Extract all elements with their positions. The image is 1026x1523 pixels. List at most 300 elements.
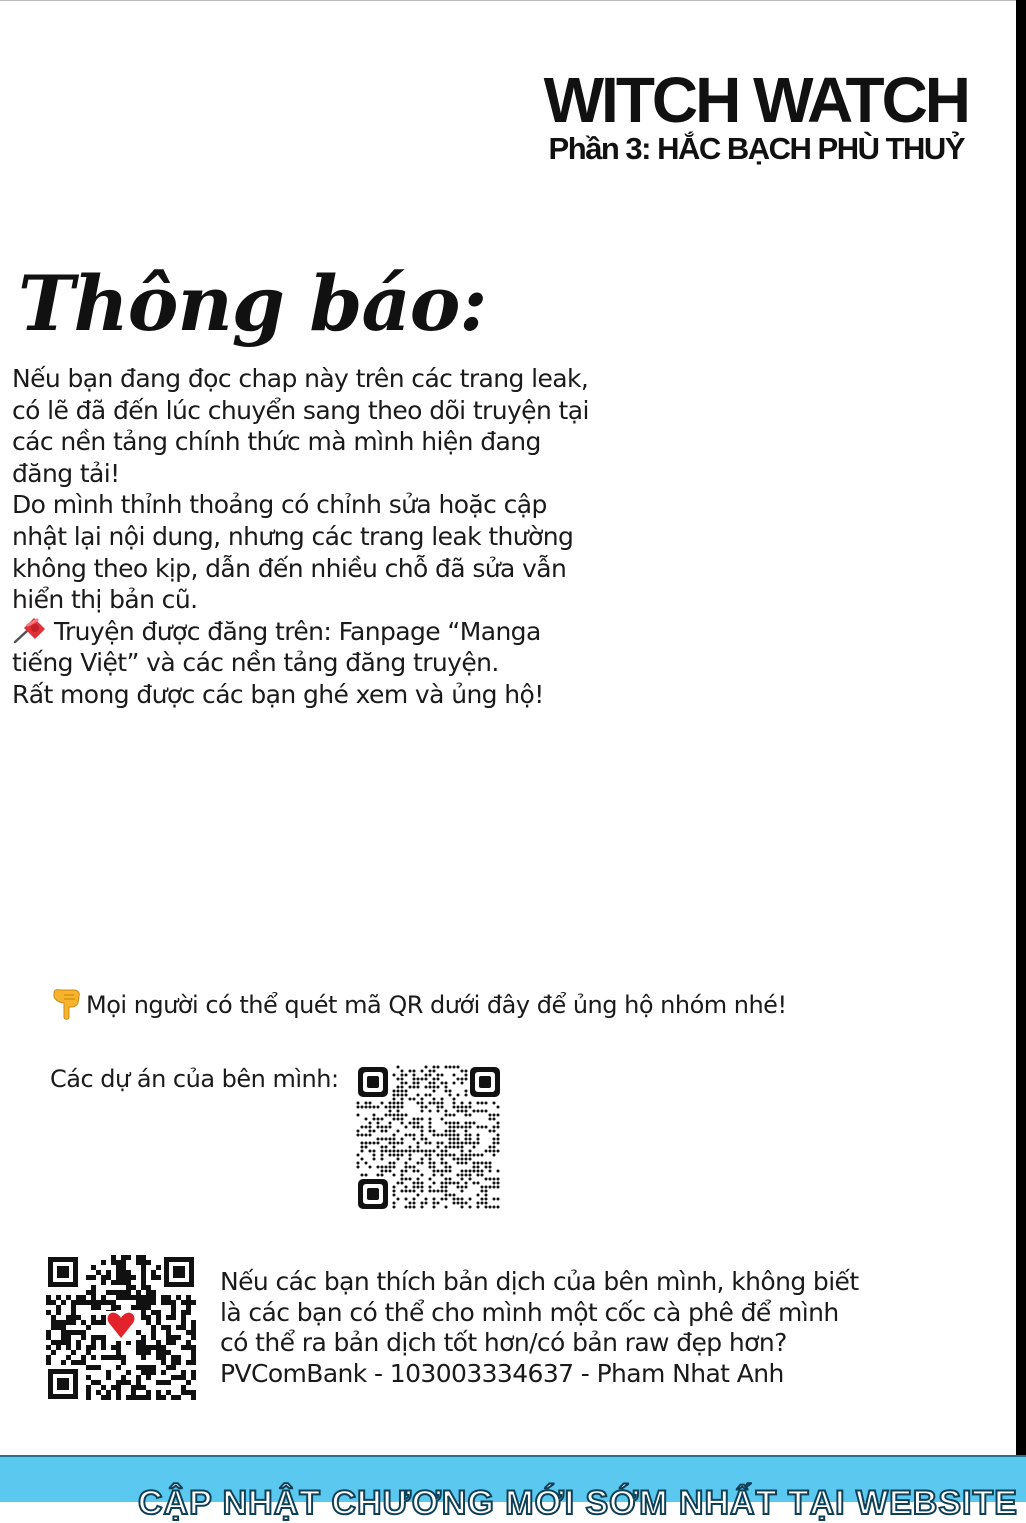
qr-module <box>388 1165 391 1168</box>
qr-module <box>111 1305 116 1310</box>
qr-module <box>472 1161 475 1164</box>
qr-module <box>131 1305 136 1310</box>
qr-module <box>376 1121 379 1124</box>
qr-module <box>146 1365 151 1370</box>
qr-module <box>452 1105 455 1108</box>
qr-module <box>452 1193 455 1196</box>
qr-module <box>181 1370 186 1375</box>
qr-module <box>432 1161 435 1164</box>
qr-module <box>400 1097 403 1100</box>
qr-module <box>146 1320 151 1325</box>
qr-module <box>191 1375 196 1380</box>
qr-module <box>392 1117 395 1120</box>
qr-module <box>380 1137 383 1140</box>
qr-module <box>408 1165 411 1168</box>
qr-module <box>420 1133 423 1136</box>
qr-module <box>440 1105 443 1108</box>
qr-module <box>116 1280 121 1285</box>
qr-module <box>356 1113 359 1116</box>
qr-module <box>472 1153 475 1156</box>
notice-line: Rất mong được các bạn ghé xem và ủng hộ! <box>12 679 544 709</box>
qr-module <box>432 1133 435 1136</box>
qr-module <box>96 1270 101 1275</box>
qr-module <box>412 1181 415 1184</box>
qr-module <box>126 1255 131 1260</box>
qr-module <box>492 1113 495 1116</box>
qr-module <box>416 1193 419 1196</box>
qr-module <box>484 1101 487 1104</box>
qr-module <box>484 1205 487 1208</box>
qr-module <box>452 1073 455 1076</box>
qr-module <box>156 1355 161 1360</box>
qr-module <box>472 1145 475 1148</box>
qr-module <box>464 1069 467 1072</box>
qr-module <box>436 1101 439 1104</box>
qr-module <box>448 1165 451 1168</box>
qr-module <box>468 1101 471 1104</box>
qr-module <box>146 1345 151 1350</box>
qr-module <box>492 1197 495 1200</box>
qr-module <box>468 1137 471 1140</box>
qr-module <box>428 1125 431 1128</box>
qr-module <box>416 1141 419 1144</box>
qr-module <box>396 1105 399 1108</box>
qr-module <box>444 1149 447 1152</box>
qr-module <box>186 1345 191 1350</box>
qr-module <box>151 1325 156 1330</box>
qr-module <box>396 1157 399 1160</box>
qr-module <box>136 1380 141 1385</box>
qr-module <box>444 1129 447 1132</box>
qr-module <box>101 1340 106 1345</box>
qr-module <box>126 1290 131 1295</box>
qr-module <box>171 1340 176 1345</box>
qr-module <box>368 1121 371 1124</box>
projects-qr-code[interactable] <box>356 1065 502 1211</box>
qr-module <box>476 1173 479 1176</box>
qr-module <box>444 1197 447 1200</box>
qr-module <box>388 1105 391 1108</box>
qr-module <box>191 1325 196 1330</box>
qr-module <box>56 1325 61 1330</box>
qr-module <box>141 1310 146 1315</box>
qr-module <box>448 1141 451 1144</box>
qr-module <box>428 1149 431 1152</box>
qr-module <box>146 1390 151 1395</box>
qr-module <box>436 1153 439 1156</box>
qr-module <box>91 1345 96 1350</box>
qr-module <box>408 1133 411 1136</box>
qr-module <box>428 1085 431 1088</box>
qr-module <box>420 1161 423 1164</box>
qr-module <box>452 1157 455 1160</box>
qr-module <box>96 1300 101 1305</box>
qr-module <box>456 1173 459 1176</box>
qr-module <box>440 1073 443 1076</box>
qr-module <box>146 1375 151 1380</box>
qr-module <box>186 1380 191 1385</box>
qr-module <box>444 1169 447 1172</box>
qr-module <box>404 1177 407 1180</box>
qr-module <box>476 1193 479 1196</box>
qr-module <box>131 1285 136 1290</box>
qr-module <box>141 1260 146 1265</box>
pointing-down-hand-icon <box>50 987 84 1021</box>
qr-module <box>376 1141 379 1144</box>
qr-module <box>424 1141 427 1144</box>
qr-module <box>66 1330 71 1335</box>
qr-module <box>448 1169 451 1172</box>
qr-module <box>468 1141 471 1144</box>
qr-module <box>408 1205 411 1208</box>
qr-module <box>472 1121 475 1124</box>
qr-module <box>456 1141 459 1144</box>
qr-module <box>484 1165 487 1168</box>
qr-module <box>151 1300 156 1305</box>
qr-module <box>392 1205 395 1208</box>
qr-module <box>91 1295 96 1300</box>
qr-module <box>476 1181 479 1184</box>
qr-module <box>428 1069 431 1072</box>
qr-module <box>464 1173 467 1176</box>
qr-module <box>468 1105 471 1108</box>
bank-account-line: PVComBank - 103003334637 - Pham Nhat Anh <box>220 1358 784 1388</box>
qr-module <box>476 1101 479 1104</box>
qr-module <box>101 1260 106 1265</box>
qr-module <box>51 1300 56 1305</box>
qr-module <box>364 1125 367 1128</box>
qr-module <box>488 1169 491 1172</box>
qr-module <box>46 1360 51 1365</box>
qr-module <box>396 1113 399 1116</box>
qr-module <box>71 1330 76 1335</box>
qr-module <box>412 1133 415 1136</box>
qr-module <box>106 1275 111 1280</box>
qr-module <box>400 1117 403 1120</box>
qr-module <box>372 1105 375 1108</box>
qr-module <box>166 1325 171 1330</box>
qr-module <box>46 1335 51 1340</box>
qr-module <box>360 1125 363 1128</box>
qr-module <box>400 1089 403 1092</box>
qr-module <box>171 1315 176 1320</box>
qr-module <box>428 1081 431 1084</box>
qr-module <box>380 1153 383 1156</box>
qr-module <box>452 1097 455 1100</box>
qr-module <box>416 1185 419 1188</box>
qr-module <box>424 1073 427 1076</box>
qr-module <box>191 1300 196 1305</box>
qr-module <box>46 1330 51 1335</box>
qr-module <box>136 1375 141 1380</box>
qr-module <box>408 1153 411 1156</box>
qr-module <box>116 1345 121 1350</box>
qr-module <box>456 1121 459 1124</box>
qr-module <box>484 1185 487 1188</box>
qr-module <box>186 1310 191 1315</box>
notice-line: không theo kịp, dẫn đến nhiều chỗ đã sửa vẫn <box>12 553 567 583</box>
donate-qr-code[interactable] <box>46 1255 196 1401</box>
qr-module <box>404 1189 407 1192</box>
qr-module <box>416 1121 419 1124</box>
qr-module <box>452 1133 455 1136</box>
qr-module <box>396 1141 399 1144</box>
qr-module <box>400 1077 403 1080</box>
qr-module <box>392 1141 395 1144</box>
qr-module <box>460 1177 463 1180</box>
qr-module <box>464 1121 467 1124</box>
qr-module <box>496 1177 499 1180</box>
qr-module <box>151 1310 156 1315</box>
website-banner[interactable] <box>0 1455 1026 1522</box>
qr-module <box>171 1365 176 1370</box>
qr-module <box>452 1081 455 1084</box>
qr-module <box>56 1310 61 1315</box>
qr-module <box>492 1181 495 1184</box>
qr-module <box>432 1165 435 1168</box>
qr-module <box>356 1105 359 1108</box>
qr-module <box>101 1395 106 1400</box>
qr-module <box>448 1113 451 1116</box>
qr-module <box>384 1165 387 1168</box>
qr-module <box>156 1395 161 1400</box>
qr-module <box>476 1137 479 1140</box>
qr-module <box>428 1157 431 1160</box>
qr-module <box>116 1260 121 1265</box>
qr-module <box>472 1141 475 1144</box>
qr-module <box>452 1181 455 1184</box>
qr-module <box>404 1205 407 1208</box>
qr-module <box>156 1340 161 1345</box>
qr-module <box>186 1305 191 1310</box>
qr-module <box>141 1285 146 1290</box>
qr-module <box>432 1069 435 1072</box>
qr-module <box>146 1350 151 1355</box>
qr-module <box>464 1169 467 1172</box>
qr-module <box>86 1375 91 1380</box>
qr-module <box>91 1315 96 1320</box>
qr-module <box>436 1105 439 1108</box>
qr-module <box>91 1275 96 1280</box>
qr-module <box>141 1355 146 1360</box>
qr-module <box>412 1073 415 1076</box>
qr-module <box>400 1177 403 1180</box>
qr-module <box>364 1101 367 1104</box>
qr-module <box>432 1129 435 1132</box>
qr-module <box>436 1085 439 1088</box>
qr-module <box>440 1173 443 1176</box>
qr-module <box>166 1390 171 1395</box>
qr-module <box>61 1325 66 1330</box>
qr-module <box>496 1169 499 1172</box>
qr-module <box>86 1325 91 1330</box>
qr-module <box>488 1149 491 1152</box>
qr-module <box>81 1300 86 1305</box>
qr-module <box>404 1185 407 1188</box>
qr-module <box>372 1113 375 1116</box>
qr-module <box>181 1300 186 1305</box>
qr-module <box>396 1093 399 1096</box>
qr-module <box>156 1265 161 1270</box>
qr-module <box>412 1149 415 1152</box>
qr-module <box>384 1105 387 1108</box>
qr-module <box>388 1101 391 1104</box>
qr-module <box>444 1153 447 1156</box>
qr-module <box>141 1395 146 1400</box>
qr-module <box>171 1360 176 1365</box>
qr-module <box>392 1189 395 1192</box>
qr-module <box>444 1081 447 1084</box>
qr-module <box>464 1073 467 1076</box>
qr-module <box>476 1153 479 1156</box>
qr-module <box>392 1149 395 1152</box>
qr-module <box>166 1300 171 1305</box>
qr-module <box>468 1177 471 1180</box>
qr-module <box>86 1395 91 1400</box>
qr-module <box>91 1355 96 1360</box>
qr-module <box>76 1340 81 1345</box>
qr-module <box>176 1295 181 1300</box>
notice-line: đăng tải! <box>12 458 120 488</box>
qr-module <box>416 1181 419 1184</box>
qr-module <box>480 1197 483 1200</box>
qr-module <box>380 1173 383 1176</box>
qr-module <box>492 1149 495 1152</box>
qr-module <box>432 1173 435 1176</box>
qr-module <box>448 1121 451 1124</box>
qr-module <box>181 1375 186 1380</box>
qr-module <box>106 1300 111 1305</box>
qr-module <box>416 1169 419 1172</box>
qr-module <box>131 1385 136 1390</box>
qr-module <box>388 1125 391 1128</box>
qr-module <box>121 1375 126 1380</box>
qr-module <box>460 1069 463 1072</box>
qr-module <box>464 1105 467 1108</box>
qr-module <box>181 1345 186 1350</box>
qr-module <box>492 1137 495 1140</box>
qr-module <box>428 1161 431 1164</box>
qr-module <box>141 1340 146 1345</box>
qr-module <box>424 1105 427 1108</box>
qr-module <box>396 1153 399 1156</box>
qr-module <box>136 1305 141 1310</box>
qr-module <box>46 1295 51 1300</box>
qr-module <box>408 1189 411 1192</box>
qr-module <box>412 1169 415 1172</box>
qr-module <box>86 1345 91 1350</box>
qr-module <box>448 1145 451 1148</box>
qr-module <box>436 1133 439 1136</box>
qr-module <box>460 1169 463 1172</box>
qr-module <box>412 1117 415 1120</box>
qr-module <box>141 1295 146 1300</box>
qr-module <box>420 1173 423 1176</box>
qr-module <box>161 1380 166 1385</box>
qr-module <box>452 1129 455 1132</box>
qr-module <box>420 1137 423 1140</box>
qr-module <box>76 1330 81 1335</box>
qr-module <box>464 1181 467 1184</box>
qr-module <box>66 1345 71 1350</box>
qr-module <box>176 1395 181 1400</box>
qr-module <box>356 1133 359 1136</box>
qr-module <box>404 1169 407 1172</box>
qr-module <box>472 1181 475 1184</box>
pushpin-icon <box>12 616 48 644</box>
qr-module <box>408 1097 411 1100</box>
notice-line: Truyện được đăng trên: Fanpage “Manga <box>54 616 541 646</box>
qr-module <box>440 1133 443 1136</box>
qr-module <box>166 1330 171 1335</box>
qr-module <box>96 1380 101 1385</box>
qr-module <box>141 1350 146 1355</box>
qr-module <box>420 1105 423 1108</box>
qr-module <box>116 1350 121 1355</box>
qr-module <box>71 1300 76 1305</box>
qr-module <box>171 1375 176 1380</box>
qr-module <box>428 1109 431 1112</box>
qr-module <box>492 1125 495 1128</box>
qr-module <box>141 1275 146 1280</box>
qr-module <box>444 1065 447 1068</box>
qr-module <box>106 1290 111 1295</box>
qr-module <box>106 1390 111 1395</box>
qr-module <box>444 1165 447 1168</box>
qr-module <box>440 1161 443 1164</box>
qr-module <box>151 1365 156 1370</box>
qr-module <box>456 1181 459 1184</box>
qr-module <box>186 1330 191 1335</box>
qr-module <box>424 1077 427 1080</box>
qr-module <box>464 1113 467 1116</box>
qr-module <box>106 1370 111 1375</box>
qr-module <box>380 1165 383 1168</box>
qr-module <box>121 1295 126 1300</box>
qr-module <box>460 1189 463 1192</box>
qr-module <box>56 1345 61 1350</box>
qr-module <box>436 1169 439 1172</box>
notice-line-pinned <box>12 616 612 648</box>
qr-module <box>444 1089 447 1092</box>
qr-module <box>408 1121 411 1124</box>
qr-module <box>452 1125 455 1128</box>
qr-module <box>440 1189 443 1192</box>
qr-module <box>191 1335 196 1340</box>
qr-module <box>420 1117 423 1120</box>
qr-module <box>186 1340 191 1345</box>
qr-module <box>448 1181 451 1184</box>
qr-module <box>412 1165 415 1168</box>
qr-module <box>424 1197 427 1200</box>
qr-module <box>464 1201 467 1204</box>
qr-module <box>356 1129 359 1132</box>
qr-module <box>372 1141 375 1144</box>
qr-module <box>156 1350 161 1355</box>
qr-module <box>372 1117 375 1120</box>
qr-module <box>404 1081 407 1084</box>
qr-module <box>372 1129 375 1132</box>
qr-module <box>432 1097 435 1100</box>
donate-line: có thể ra bản dịch tốt hơn/có bản raw đẹp hơn? <box>220 1328 787 1357</box>
qr-module <box>360 1173 363 1176</box>
qr-module <box>428 1129 431 1132</box>
qr-module <box>412 1189 415 1192</box>
qr-module <box>412 1137 415 1140</box>
qr-module <box>456 1201 459 1204</box>
qr-module <box>151 1345 156 1350</box>
qr-module <box>51 1325 56 1330</box>
